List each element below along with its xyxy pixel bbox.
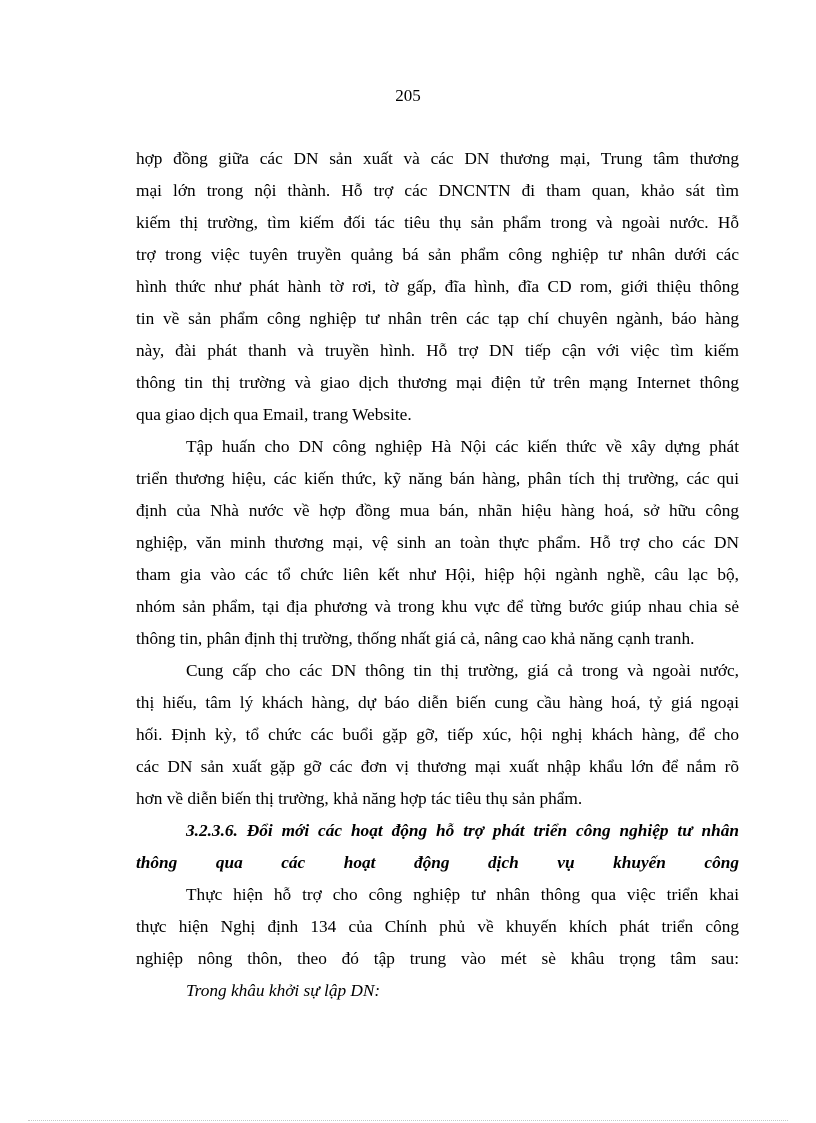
body-text-line: thông tin, phân định thị trường, thống nhất giá cả, nâng cao khả năng cạnh tranh. (136, 629, 695, 648)
body-text-line: hợp đồng giữa các DN sản xuất và các DN thương mại, Trung tâm thương (136, 149, 739, 168)
body-text-line: Tập huấn cho DN công nghiệp Hà Nội các kiến thức về xây dựng phát (186, 437, 739, 456)
body-text-line: triển thương hiệu, các kiến thức, kỹ năng bán hàng, phân tích thị trường, các qui (136, 469, 739, 488)
body-text-line: hơn về diễn biến thị trường, khả năng hợp tác tiêu thụ sản phẩm. (136, 789, 583, 808)
body-text-line: mại lớn trong nội thành. Hỗ trợ các DNCNTN đi tham quan, khảo sát tìm (136, 181, 739, 200)
paragraph-block (136, 143, 739, 815)
body-text-line: nghiệp, văn minh thương mại, vệ sinh an toàn thực phẩm. Hỗ trợ cho các DN (136, 533, 739, 552)
section-heading-line-2: thông qua các hoạt động dịch vụ khuyến công (136, 853, 739, 872)
final-text-line: thực hiện Nghị định 134 của Chính phủ về khuyến khích phát triển công (136, 917, 739, 936)
body-text-line: hối. Định kỳ, tổ chức các buổi gặp gỡ, tiếp xúc, hội nghị khách hàng, để cho (136, 725, 739, 744)
body-text-line: kiếm thị trường, tìm kiếm đối tác tiêu thụ sản phẩm trong và ngoài nước. Hỗ (136, 213, 739, 232)
body-text-line: thị hiếu, tâm lý khách hàng, dự báo diễn biến cung cầu hàng hoá, tỷ giá ngoại (136, 693, 739, 712)
final-text-line: Thực hiện hỗ trợ cho công nghiệp tư nhân thông qua việc triển khai (186, 885, 739, 904)
body-text-line: qua giao dịch qua Email, trang Website. (136, 405, 412, 424)
body-text-line: tham gia vào các tổ chức liên kết như Hội, hiệp hội ngành nghề, câu lạc bộ, (136, 565, 739, 584)
body-text-line: nhóm sản phẩm, tại địa phương và trong khu vực để từng bước giúp nhau chia sẻ (136, 597, 739, 616)
section-heading-line-1: 3.2.3.6. Đổi mới các hoạt động hỗ trợ phát triển công nghiệp tư nhân (186, 821, 739, 840)
body-text-line: các DN sản xuất gặp gỡ các đơn vị thương mại xuất nhập khẩu lớn để nắm rõ (136, 757, 739, 776)
footer-divider (28, 1120, 788, 1121)
body-text-line: tin về sản phẩm công nghiệp tư nhân trên các tạp chí chuyên ngành, báo hàng (136, 309, 739, 328)
italic-subheading: Trong khâu khởi sự lập DN: (186, 981, 381, 1000)
body-text-line: Cung cấp cho các DN thông tin thị trường, giá cả trong và ngoài nước, (186, 661, 739, 680)
final-paragraph (136, 879, 739, 975)
page-number: 205 (395, 86, 421, 105)
body-text-line: định của Nhà nước về hợp đồng mua bán, nhãn hiệu hàng hoá, sở hữu công (136, 501, 739, 520)
body-text-line: trợ trong việc tuyên truyền quảng bá sản phẩm công nghiệp tư nhân dưới các (136, 245, 739, 264)
document-body (136, 143, 739, 1007)
body-text-line: thông tin thị trường và giao dịch thương mại điện tử trên mạng Internet thông (136, 373, 739, 392)
body-text-line: hình thức như phát hành tờ rơi, tờ gấp, đĩa hình, đĩa CD rom, giới thiệu thông (136, 277, 739, 296)
body-text-line: này, đài phát thanh và truyền hình. Hỗ trợ DN tiếp cận với việc tìm kiếm (136, 341, 739, 360)
final-text-line: nghiệp nông thôn, theo đó tập trung vào mét sè khâu trọng tâm sau: (136, 949, 739, 968)
